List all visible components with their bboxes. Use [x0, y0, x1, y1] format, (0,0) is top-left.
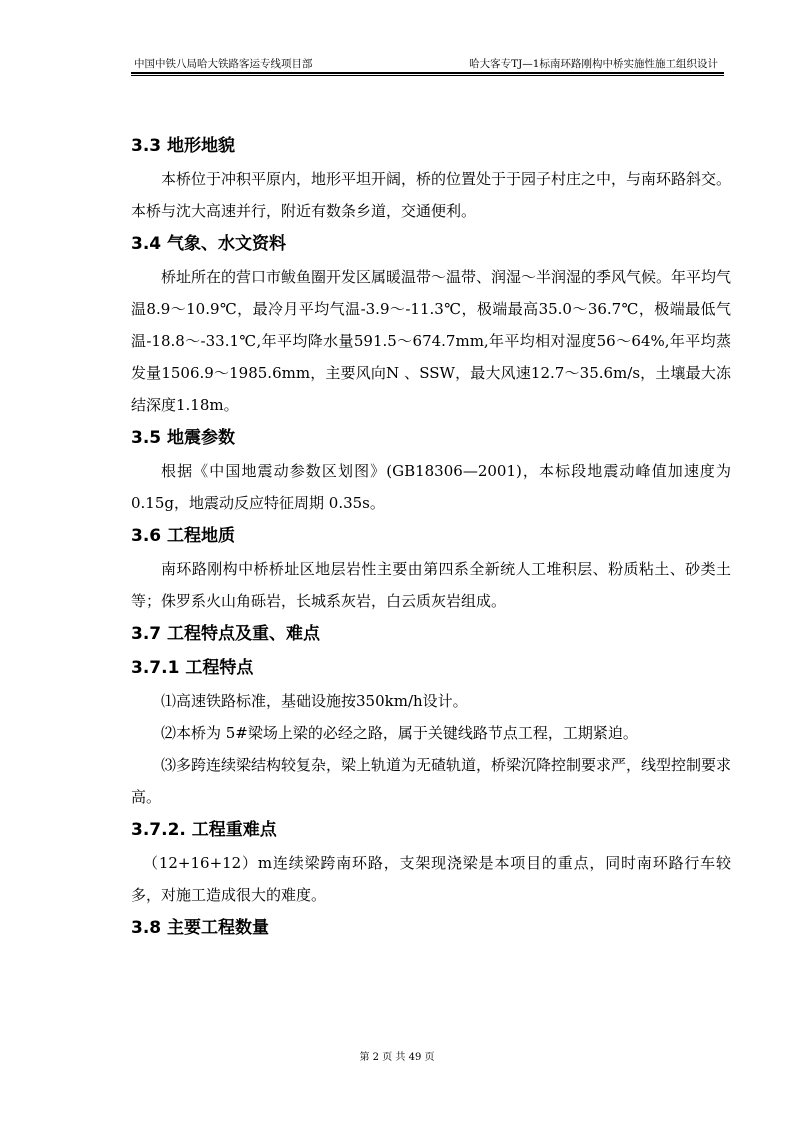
paragraph-s3-7-1-2: ⑵本桥为 5#梁场上梁的必经之路，属于关键线路节点工程，工期紧迫。: [161, 724, 638, 742]
section-heading-s3-8: 3.8 主要工程数量: [131, 918, 270, 938]
paragraph-s3-4-1: 桥址所在的营口市鲅鱼圈开发区属暖温带～温带、润湿～半润湿的季风气候。年平均气温8.9～10.9℃，最冷月平均气温-3.9～-11.3℃，极端最高35.0～36.7℃，极端最低气温-18.8～-33.1℃,年平均降水量591.5～674.7mm,年平均相对湿度56～64%,年平均蒸发量1506.9～1985.6mm，主要风向N 、SSW，最大风速12.7～35.6m/s，土壤最大冻结深度1.18m。: [131, 268, 732, 414]
section-heading-s3-7-1: 3.7.1 工程特点: [131, 658, 254, 678]
section-heading-s3-5: 3.5 地震参数: [131, 428, 236, 448]
header-right-text: 哈大客专TJ—1标南环路刚构中桥实施性施工组织设计: [469, 58, 718, 70]
document-body: [131, 129, 731, 945]
section-heading-s3-7-2: 3.7.2. 工程重难点: [131, 820, 277, 840]
paragraph-s3-5-1: 根据《中国地震动参数区划图》(GB18306—2001)，本标段地震动峰值加速度为0.15g，地震动反应特征周期 0.35s。: [131, 462, 731, 512]
paragraph-s3-7-2-1: （12+16+12）m连续梁跨南环路，支架现浇梁是本项目的重点，同时南环路行车较多，对施工造成很大的难度。: [131, 854, 731, 904]
paragraph-s3-7-1-3: ⑶多跨连续梁结构较复杂，梁上轨道为无碴轨道，桥梁沉降控制要求严，线型控制要求高。: [131, 756, 732, 806]
paragraph-s3-3-1: 本桥位于冲积平原内，地形平坦开阔，桥的位置处于于园子村庄之中，与南环路斜交。本桥与沈大高速并行，附近有数条乡道，交通便利。: [131, 170, 732, 220]
page-number: 第 2 页 共 49 页: [359, 1052, 435, 1063]
section-heading-s3-7: 3.7 工程特点及重、难点: [131, 624, 321, 644]
page-header: [131, 50, 724, 74]
section-heading-s3-4: 3.4 气象、水文资料: [131, 234, 287, 254]
paragraph-s3-7-1-1: ⑴高速铁路标准，基础设施按350km/h设计。: [161, 692, 468, 710]
section-heading-s3-3: 3.3 地形地貌: [131, 136, 236, 156]
header-rule: [131, 75, 724, 76]
paragraph-s3-6-1: 南环路刚构中桥桥址区地层岩性主要由第四系全新统人工堆积层、粉质粘土、砂类土等；侏罗系火山角砾岩，长城系灰岩，白云质灰岩组成。: [131, 560, 731, 610]
section-heading-s3-6: 3.6 工程地质: [131, 526, 236, 546]
header-left-text: 中国中铁八局哈大铁路客运专线项目部: [134, 58, 313, 70]
